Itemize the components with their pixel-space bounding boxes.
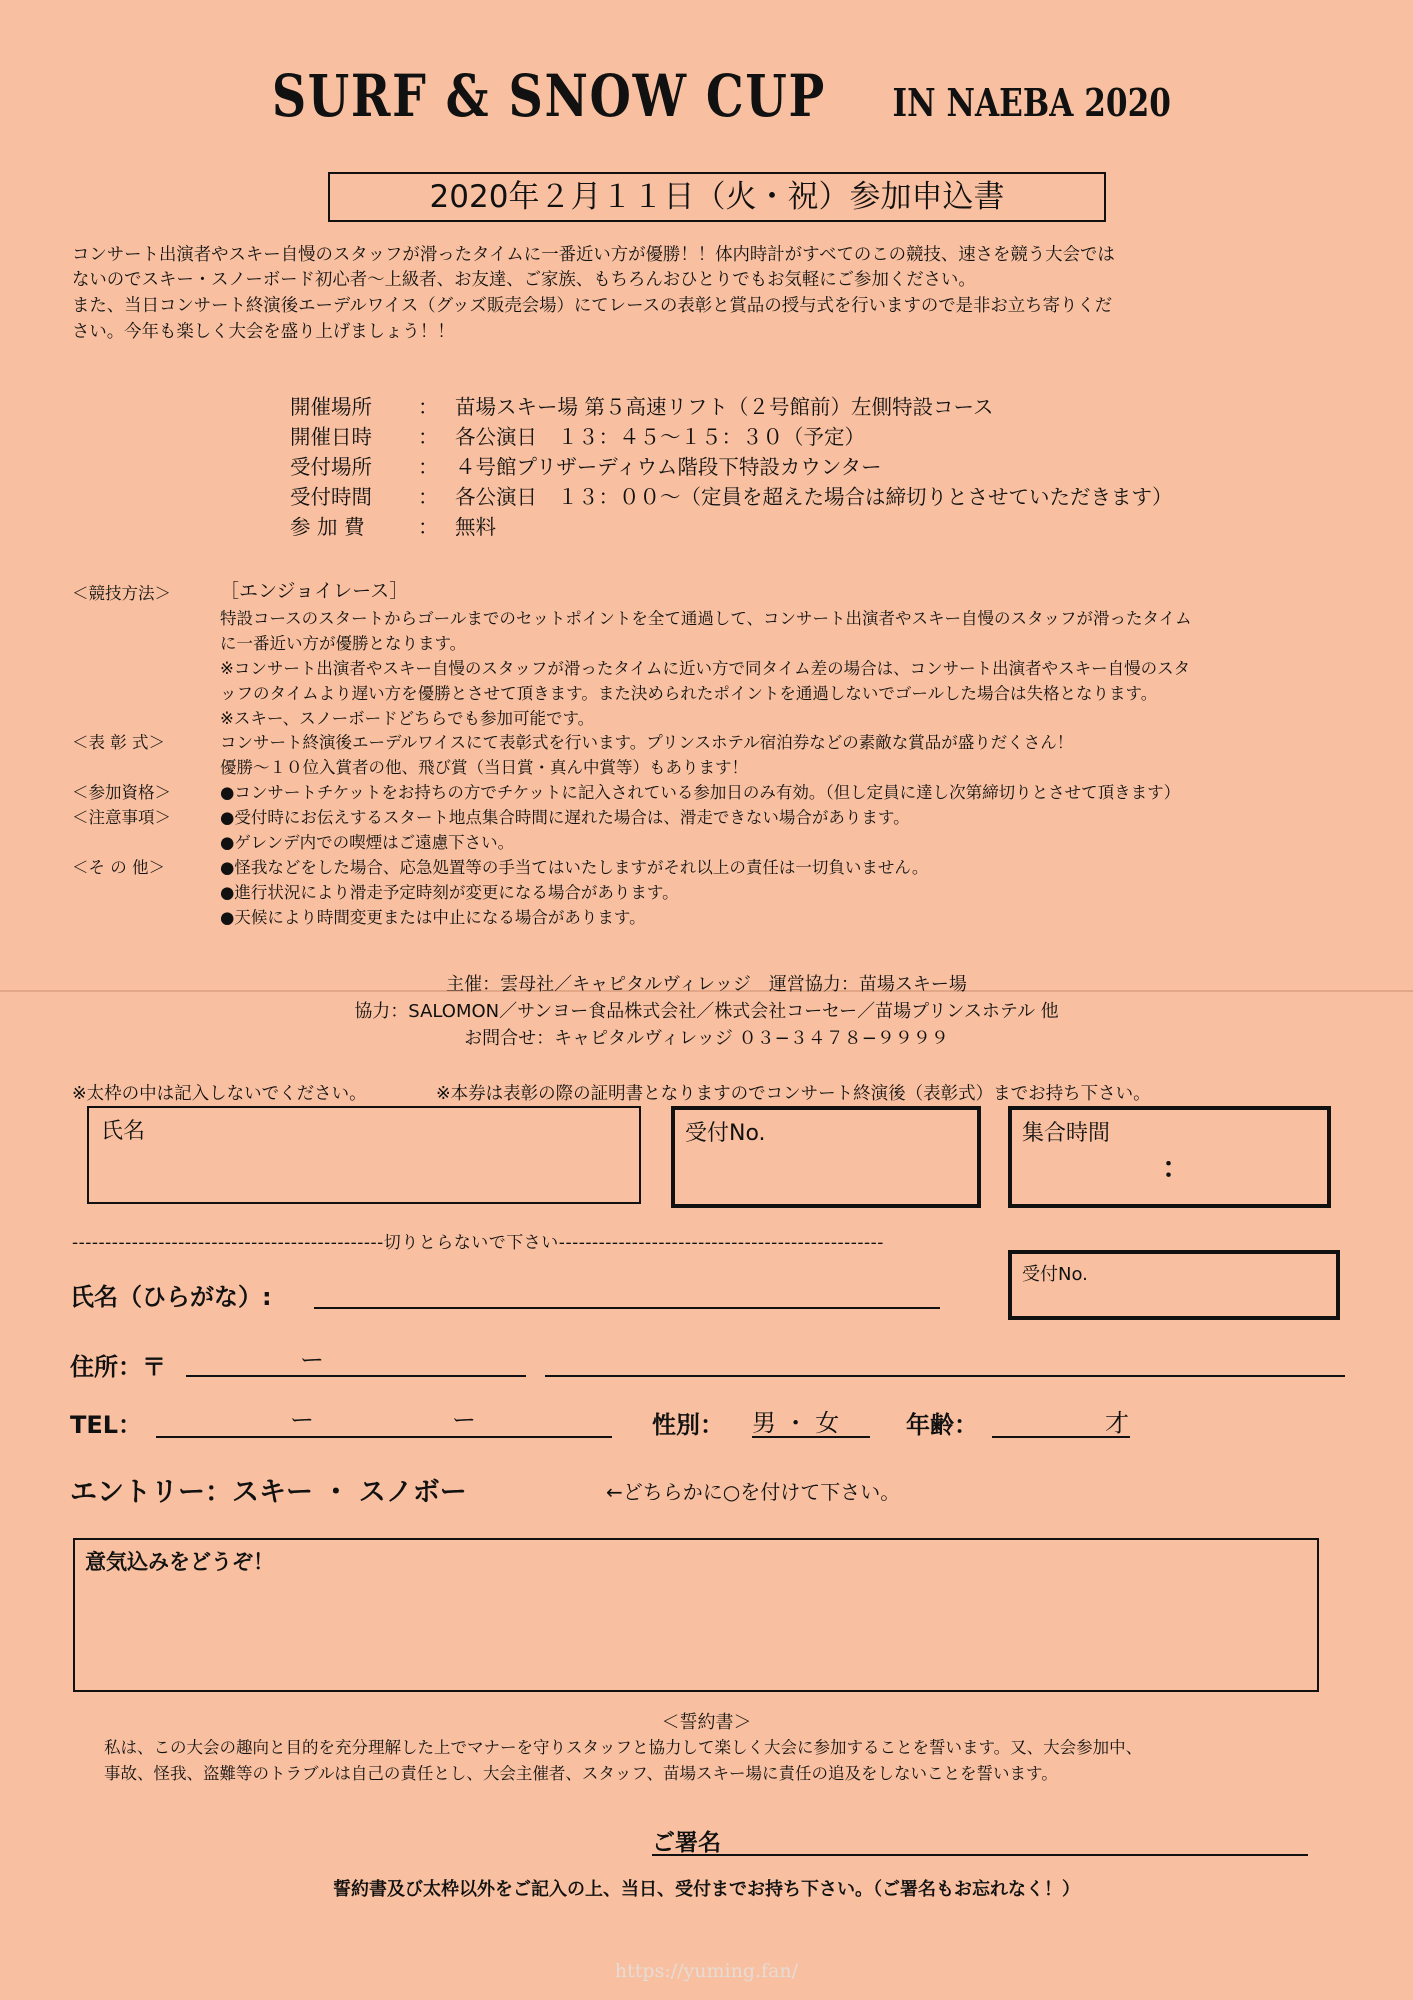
rule-label-qualify: ＜参加資格＞ bbox=[72, 783, 171, 802]
info-value: 各公演日 １３：００～（定員を超えた場合は締切りとさせていただきます） bbox=[455, 485, 1173, 509]
info-colon: ： bbox=[418, 515, 439, 539]
rule-line: コンサート終演後エーデルワイスにて表彰式を行います。プリンスホテル宿泊券などの素敵な賞品が盛りだくさん！ bbox=[220, 733, 1074, 752]
rule-label-caution: ＜注意事項＞ bbox=[72, 808, 171, 827]
address-field[interactable] bbox=[545, 1374, 1345, 1377]
info-colon: ： bbox=[418, 455, 439, 479]
form-reception-no-label: 受付No. bbox=[1022, 1264, 1088, 1285]
watermark: https://yuming.fan/ bbox=[614, 1960, 799, 1982]
info-value: 各公演日 １３：４５～１５：３０（予定） bbox=[455, 425, 865, 449]
gender-label: 性別： bbox=[652, 1411, 724, 1439]
info-colon: ： bbox=[418, 425, 439, 449]
intro-line: さい。今年も楽しく大会を盛り上げましょう！！ bbox=[72, 322, 455, 342]
info-key: 開催場所 bbox=[290, 395, 372, 419]
comment-box[interactable] bbox=[73, 1538, 1319, 1692]
age-label: 年齢： bbox=[906, 1411, 978, 1439]
note-right: ※本券は表彰の際の証明書となりますのでコンサート終演後（表彰式）までお持ち下さい。 bbox=[436, 1084, 1151, 1104]
intro-line: コンサート出演者やスキー自慢のスタッフが滑ったタイムに一番近い方が優勝！！体内時計がすべてのこの競技、速さを競う大会では bbox=[72, 245, 1115, 265]
age-unit: 才 bbox=[1105, 1409, 1129, 1437]
pledge-line: 事故、怪我、盗難等のトラブルは自己の責任とし、大会主催者、スタッフ、苗場スキー場に責任の追及をしないことを誓います。 bbox=[104, 1764, 1058, 1783]
tel-label: TEL： bbox=[70, 1411, 143, 1439]
page-title bbox=[0, 62, 1413, 130]
rule-line: 特設コースのスタートからゴールまでのセットポイントを全て通過して、コンサート出演者やスキー自慢のスタッフが滑ったタイム bbox=[220, 609, 1192, 628]
postal-code-field[interactable] bbox=[186, 1374, 526, 1377]
rule-label-other: ＜そ の 他＞ bbox=[72, 858, 165, 877]
tel-dash: ー bbox=[452, 1406, 476, 1434]
date-title-box: 2020年２月１１日（火・祝）参加申込書 bbox=[328, 172, 1106, 222]
name-box[interactable] bbox=[87, 1106, 641, 1204]
cooperator-line: 協力：SALOMON／サンヨー食品株式会社／株式会社コーセー／苗場プリンスホテル 他 bbox=[354, 1001, 1059, 1022]
gender-options[interactable]: 男 ・ 女 bbox=[752, 1409, 840, 1437]
furigana-name-label: 氏名（ひらがな）: bbox=[70, 1283, 272, 1311]
rule-line: ●進行状況により滑走予定時刻が変更になる場合があります。 bbox=[220, 883, 679, 902]
info-key: 受付時間 bbox=[290, 485, 372, 509]
meeting-time-colon: ： bbox=[1162, 1151, 1191, 1184]
address-label: 住所：〒 bbox=[70, 1353, 166, 1381]
info-colon: ： bbox=[418, 485, 439, 509]
rule-line: ●怪我などをした場合、応急処置等の手当てはいたしますがそれ以上の責任は一切負いません。 bbox=[220, 858, 929, 877]
rule-label-method: ＜競技方法＞ bbox=[72, 584, 171, 603]
info-key: 開催日時 bbox=[290, 425, 372, 449]
form-reception-no-box bbox=[1008, 1250, 1340, 1320]
contact-line: お問合せ：キャピタルヴィレッジ ０３−３４７８−９９９９ bbox=[464, 1028, 949, 1049]
rule-line: ※コンサート出演者やスキー自慢のスタッフが滑ったタイムに近い方で同タイム差の場合は、コンサート出演者やスキー自慢のスタ bbox=[220, 659, 1191, 678]
info-row-reception-place bbox=[290, 453, 882, 482]
rule-line: に一番近い方が優勝となります。 bbox=[220, 634, 467, 653]
signature-label: ご署名 bbox=[652, 1830, 721, 1856]
rule-line: ●天候により時間変更または中止になる場合があります。 bbox=[220, 908, 646, 927]
rule-label-award: ＜表 彰 式＞ bbox=[72, 733, 165, 752]
rule-line: ●コンサートチケットをお持ちの方でチケットに記入されている参加日のみ有効。（但し定員に達し次第締切りとさせて頂きます） bbox=[220, 783, 1181, 802]
info-row-venue bbox=[290, 393, 994, 422]
title-main: SURF & SNOW CUP bbox=[272, 62, 827, 130]
footer-instruction: 誓約書及び太枠以外をご記入の上、当日、受付までお持ち下さい。（ご署名もお忘れなく！） bbox=[333, 1879, 1080, 1900]
rule-line: ●ゲレンデ内での喫煙はご遠慮下さい。 bbox=[220, 833, 515, 852]
title-sub: IN NAEBA 2020 bbox=[892, 80, 1172, 125]
info-value: 苗場スキー場 第５高速リフト（２号館前）左側特設コース bbox=[455, 395, 994, 419]
tel-dash: ー bbox=[290, 1406, 314, 1434]
organizer-line: 主催：雲母社／キャピタルヴィレッジ 運営協力：苗場スキー場 bbox=[446, 974, 967, 995]
meeting-time-label: 集合時間 bbox=[1022, 1121, 1111, 1146]
furigana-name-field[interactable] bbox=[314, 1306, 940, 1309]
note-left: ※太枠の中は記入しないでください。 bbox=[72, 1084, 367, 1104]
tel-field[interactable] bbox=[156, 1435, 612, 1438]
rule-line: ッフのタイムより遅い方を優勝とさせて頂きます。また決められたポイントを通過しないでゴールした場合は失格となります。 bbox=[220, 684, 1158, 703]
intro-line: ないのでスキー・スノーボード初心者～上級者、お友達、ご家族、もちろんおひとりでもお気軽にご参加ください。 bbox=[72, 270, 976, 290]
reception-no-label: 受付No. bbox=[685, 1121, 766, 1146]
signature-field[interactable] bbox=[652, 1853, 1308, 1856]
rule-line: 優勝～１０位入賞者の他、飛び賞（当日賞・真ん中賞等）もあります！ bbox=[220, 758, 748, 777]
intro-line: また、当日コンサート終演後エーデルワイス（グッズ販売会場）にてレースの表彰と賞品の授与式を行いますので是非お立ち寄りくだ bbox=[72, 296, 1113, 316]
rule-line: ［エンジョイレース］ bbox=[220, 580, 409, 602]
reception-no-box bbox=[671, 1106, 981, 1208]
info-value: 無料 bbox=[455, 515, 496, 539]
gender-underline bbox=[752, 1435, 870, 1438]
info-row-fee bbox=[290, 513, 496, 542]
comment-label: 意気込みをどうぞ！ bbox=[85, 1550, 274, 1574]
entry-note: ←どちらかに○を付けて下さい。 bbox=[606, 1480, 901, 1504]
info-key: 受付場所 bbox=[290, 455, 372, 479]
info-row-reception-time bbox=[290, 483, 1173, 512]
info-value: ４号館プリザーディウム階段下特設カウンター bbox=[455, 455, 882, 479]
pledge-line: 私は、この大会の趣向と目的を充分理解した上でマナーを守りスタッフと協力して楽しく大会に参加することを誓います。又、大会参加中、 bbox=[104, 1738, 1143, 1757]
postal-dash: ー bbox=[300, 1346, 324, 1374]
rule-line: ※スキー、スノーボードどちらでも参加可能です。 bbox=[220, 709, 595, 728]
info-colon: ： bbox=[418, 395, 439, 419]
entry-label[interactable]: エントリー：スキー ・ スノボー bbox=[70, 1477, 467, 1508]
meeting-time-box bbox=[1008, 1106, 1331, 1208]
pledge-title: ＜誓約書＞ bbox=[661, 1712, 752, 1733]
info-row-datetime bbox=[290, 423, 865, 452]
info-key: 参 加 費 bbox=[290, 515, 365, 539]
cut-line: -----------------------------------------------切りとらないで下さい------------------------------------------------- bbox=[72, 1233, 884, 1253]
rule-line: ●受付時にお伝えするスタート地点集合時間に遅れた場合は、滑走できない場合があります。 bbox=[220, 808, 910, 827]
name-box-label: 氏名 bbox=[101, 1119, 146, 1144]
